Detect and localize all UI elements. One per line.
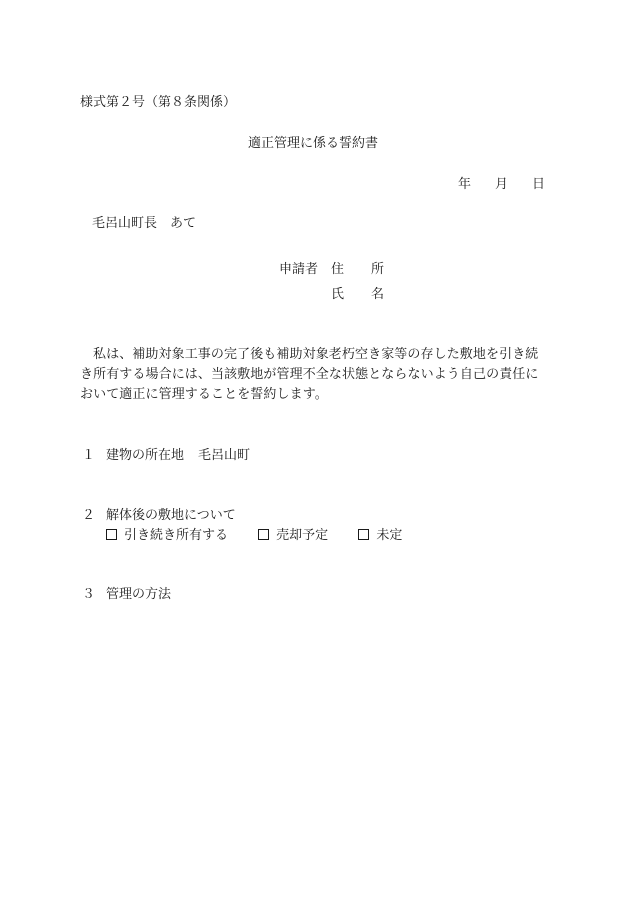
checkbox-icon[interactable] (258, 529, 269, 540)
year-label: 年 (458, 177, 472, 192)
applicant-name-row (331, 287, 384, 303)
day-label: 日 (532, 177, 546, 192)
option-planned-sale[interactable] (258, 528, 328, 544)
item-label: 解体後の敷地について (106, 508, 236, 523)
item-site-after-demolition (82, 508, 236, 524)
site-options (106, 528, 428, 544)
checkbox-icon[interactable] (358, 529, 369, 540)
applicant-label: 申請者 (279, 262, 319, 277)
item-number: ２ (82, 508, 96, 523)
date-line (458, 177, 545, 193)
address-label-char-1: 住 (331, 262, 345, 277)
form-number: 様式第２号（第８条関係） (80, 95, 237, 110)
applicant-address-row (279, 262, 384, 278)
option-label: 売却予定 (276, 528, 329, 543)
addressee: 毛呂山町長 あて (92, 216, 197, 231)
option-label: 未定 (376, 528, 403, 543)
item-number: ３ (82, 587, 96, 602)
option-continue-owning[interactable] (106, 528, 228, 544)
address-label-char-2: 所 (371, 262, 385, 277)
option-undecided[interactable] (358, 528, 402, 544)
checkbox-icon[interactable] (106, 529, 117, 540)
name-label-char-1: 氏 (331, 287, 345, 302)
name-label-char-2: 名 (371, 287, 385, 302)
pledge-text: 私は、補助対象工事の完了後も補助対象老朽空き家等の存した敷地を引き続き所有する場合には、当該敷地が管理不全な状態とならないよう自己の責任において適正に管理することを誓約します。 (80, 347, 539, 402)
document-title: 適正管理に係る誓約書 (248, 136, 379, 151)
item-label: 建物の所在地 (106, 448, 185, 463)
item-building-location (82, 448, 250, 464)
option-label: 引き続き所有する (124, 528, 229, 543)
month-label: 月 (495, 177, 509, 192)
item-number: １ (82, 448, 96, 463)
item-value: 毛呂山町 (198, 448, 251, 463)
item-label: 管理の方法 (106, 587, 172, 602)
item-management-method (82, 587, 171, 603)
